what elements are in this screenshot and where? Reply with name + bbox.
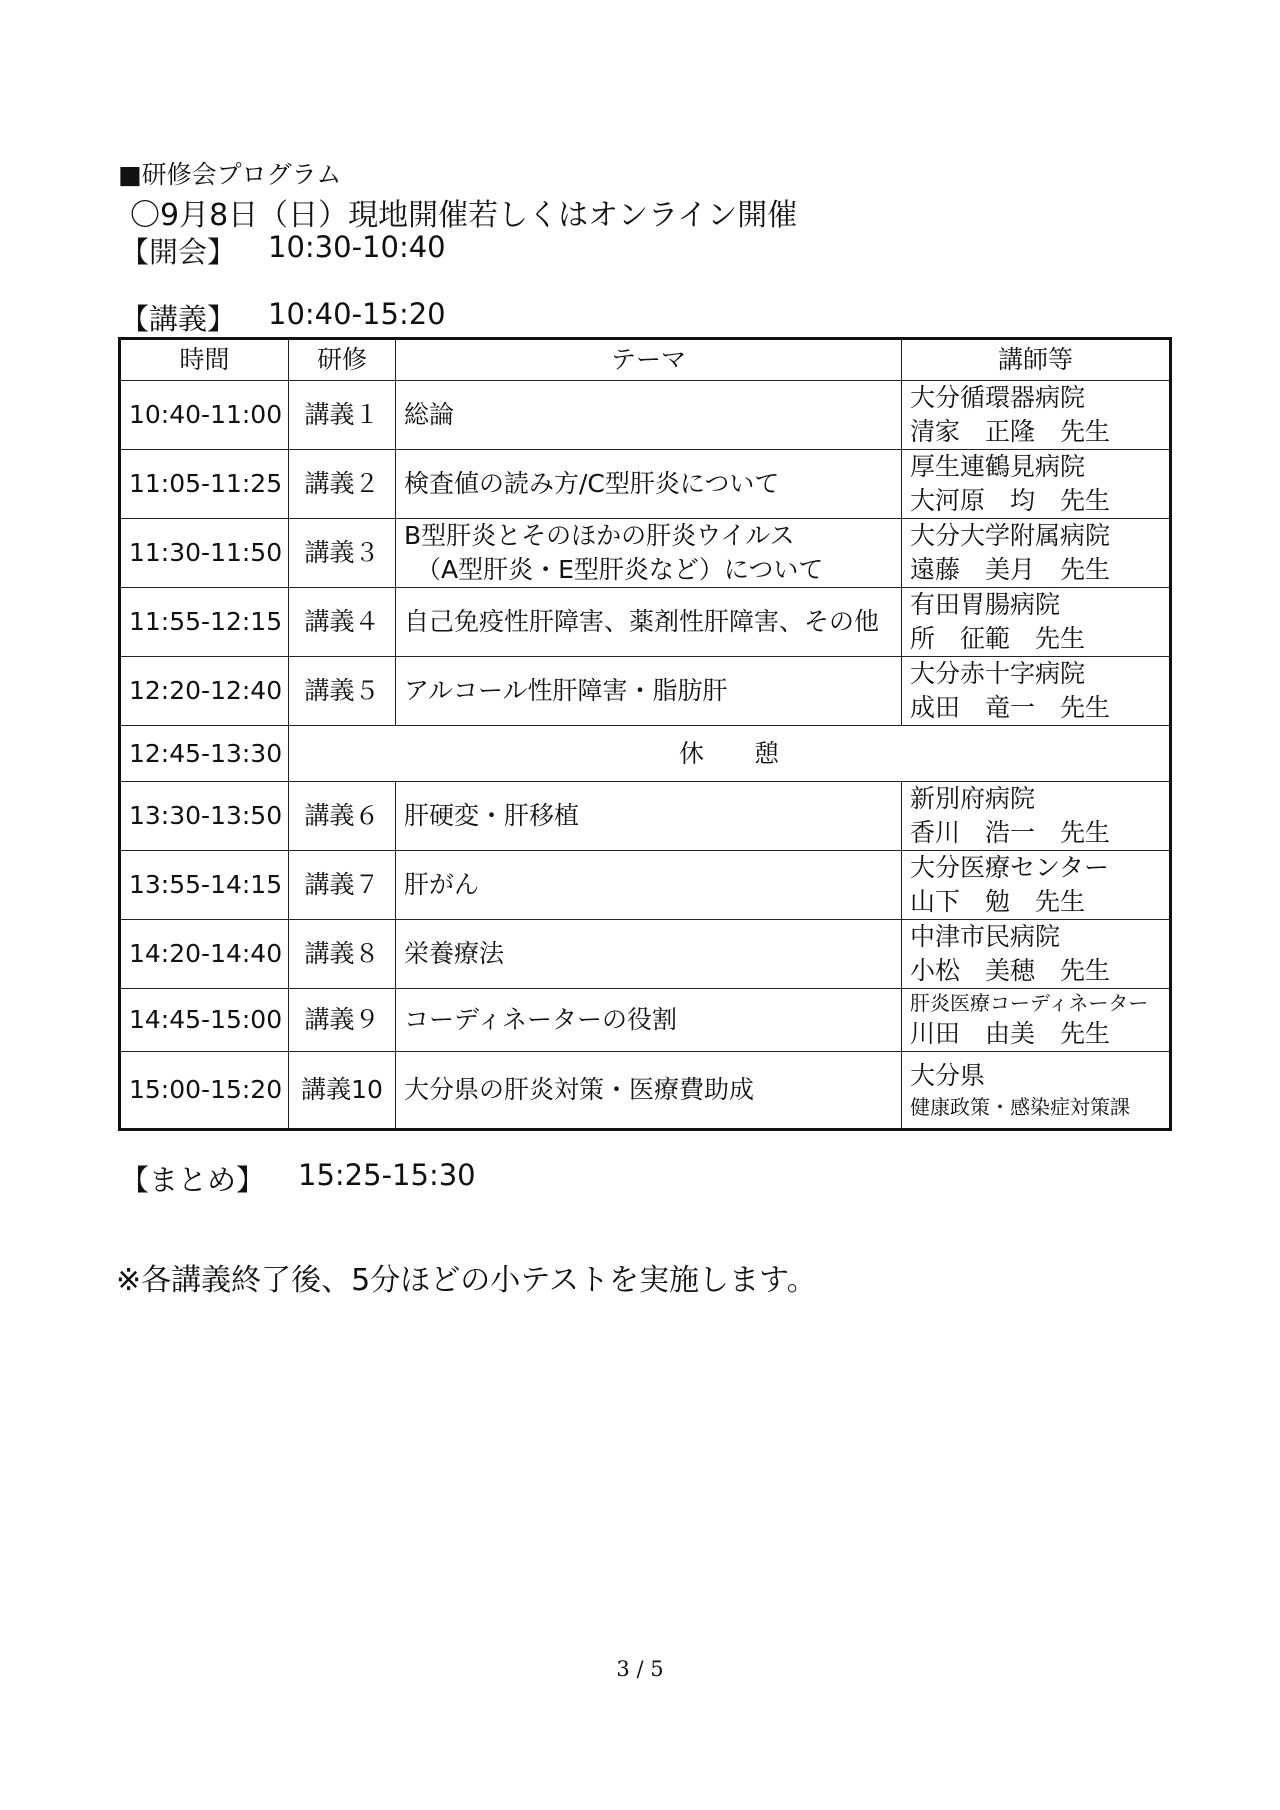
lecturer-department: 健康政策・感染症対策課 <box>910 1095 1130 1119</box>
row-lecturer <box>902 657 1171 726</box>
lecturer-affiliation: 肝炎医療コーディネーター <box>910 991 1149 1015</box>
row-theme <box>396 657 902 726</box>
row-time: 13:55-14:15 <box>120 851 289 920</box>
row-lecture: 講義３ <box>289 519 396 588</box>
table-row <box>120 782 1171 851</box>
opening-time: 10:30-10:40 <box>268 230 446 264</box>
lecturer-name: 所 征範 先生 <box>910 624 1086 653</box>
break-time: 12:45-13:30 <box>120 726 289 782</box>
table-row <box>120 657 1171 726</box>
row-time: 11:05-11:25 <box>120 450 289 519</box>
lecturer-name: 山下 勉 先生 <box>910 887 1086 916</box>
row-lecturer <box>902 782 1171 851</box>
row-time: 14:45-15:00 <box>120 989 289 1052</box>
header-lecture: 研修 <box>289 339 396 381</box>
lecturer-name: 遠藤 美月 先生 <box>910 555 1111 584</box>
lecturer-name: 小松 美穂 先生 <box>910 956 1111 985</box>
row-lecture: 講義５ <box>289 657 396 726</box>
row-theme <box>396 588 902 657</box>
row-time: 14:20-14:40 <box>120 920 289 989</box>
row-time: 11:55-12:15 <box>120 588 289 657</box>
program-heading: ■研修会プログラム <box>118 160 342 189</box>
theme-line: 自己免疫性肝障害、薬剤性肝障害、その他 <box>404 607 880 636</box>
row-time: 13:30-13:50 <box>120 782 289 851</box>
table-row <box>120 851 1171 920</box>
row-time: 15:00-15:20 <box>120 1052 289 1130</box>
lecturer-affiliation: 大分赤十字病院 <box>910 659 1086 688</box>
lectures-time: 10:40-15:20 <box>268 297 446 331</box>
summary-time: 15:25-15:30 <box>298 1158 476 1192</box>
theme-line: 検査値の読み方/C型肝炎について <box>404 469 780 498</box>
lectures-label: 【講義】 <box>120 302 237 336</box>
row-lecture: 講義７ <box>289 851 396 920</box>
theme-line: コーディネーターの役割 <box>404 1005 678 1034</box>
quiz-note: ※各講義終了後、5分ほどの小テストを実施します。 <box>116 1263 817 1298</box>
row-lecturer <box>902 588 1171 657</box>
row-lecture: 講義１ <box>289 381 396 450</box>
lecturer-affiliation: 大分大学附属病院 <box>910 521 1111 550</box>
row-lecture: 講義９ <box>289 989 396 1052</box>
row-lecturer <box>902 989 1171 1052</box>
theme-line: 肝硬変・肝移植 <box>404 801 580 830</box>
schedule-table <box>118 337 1172 1131</box>
lecturer-affiliation: 有田胃腸病院 <box>910 590 1061 619</box>
page-number: 3 / 5 <box>616 1657 664 1681</box>
theme-line: （A型肝炎・E型肝炎など）について <box>416 555 824 584</box>
row-theme <box>396 519 902 588</box>
row-lecture: 講義８ <box>289 920 396 989</box>
theme-line: 大分県の肝炎対策・医療費助成 <box>404 1075 755 1104</box>
lecturer-affiliation: 新別府病院 <box>910 784 1036 813</box>
lecturer-name: 清家 正隆 先生 <box>910 417 1111 446</box>
table-row <box>120 519 1171 588</box>
lecturer-name: 川田 由美 先生 <box>910 1019 1111 1048</box>
event-date-line: 〇9月8日（日）現地開催若しくはオンライン開催 <box>130 198 798 233</box>
table-row <box>120 381 1171 450</box>
row-theme <box>396 1052 902 1130</box>
lecturer-affiliation: 厚生連鶴見病院 <box>910 452 1086 481</box>
lecturer-affiliation: 大分循環器病院 <box>910 383 1086 412</box>
lecturer-affiliation: 大分県 <box>910 1061 986 1090</box>
table-row <box>120 588 1171 657</box>
row-lecture: 講義10 <box>289 1052 396 1130</box>
row-time: 12:20-12:40 <box>120 657 289 726</box>
row-lecture: 講義４ <box>289 588 396 657</box>
row-theme <box>396 989 902 1052</box>
theme-line: B型肝炎とそのほかの肝炎ウイルス <box>404 521 795 550</box>
table-header-row <box>120 339 1171 381</box>
row-time: 10:40-11:00 <box>120 381 289 450</box>
row-lecture: 講義６ <box>289 782 396 851</box>
lecturer-affiliation: 中津市民病院 <box>910 922 1061 951</box>
row-time: 11:30-11:50 <box>120 519 289 588</box>
opening-label: 【開会】 <box>120 235 237 269</box>
row-lecture: 講義２ <box>289 450 396 519</box>
row-theme <box>396 381 902 450</box>
row-lecturer <box>902 1052 1171 1130</box>
break-label: 休 憩 <box>289 726 1171 782</box>
row-theme <box>396 782 902 851</box>
row-lecturer <box>902 920 1171 989</box>
row-theme <box>396 450 902 519</box>
lecturer-name: 成田 竜一 先生 <box>910 693 1111 722</box>
row-lecturer <box>902 450 1171 519</box>
lecturer-name: 香川 浩一 先生 <box>910 818 1111 847</box>
theme-line: 総論 <box>404 400 455 429</box>
header-time: 時間 <box>120 339 289 381</box>
header-lecturer: 講師等 <box>902 339 1171 381</box>
lecturer-name: 大河原 均 先生 <box>910 486 1111 515</box>
theme-line: 栄養療法 <box>404 939 505 968</box>
row-lecturer <box>902 519 1171 588</box>
row-lecturer <box>902 851 1171 920</box>
row-theme <box>396 920 902 989</box>
lecturer-affiliation: 大分医療センター <box>910 853 1110 882</box>
break-row <box>120 726 1171 782</box>
table-row <box>120 1052 1171 1130</box>
header-theme: テーマ <box>396 339 902 381</box>
table-row <box>120 450 1171 519</box>
row-lecturer <box>902 381 1171 450</box>
summary-label: 【まとめ】 <box>120 1163 266 1197</box>
theme-line: アルコール性肝障害・脂肪肝 <box>404 676 728 705</box>
table-row <box>120 989 1171 1052</box>
table-row <box>120 920 1171 989</box>
row-theme <box>396 851 902 920</box>
theme-line: 肝がん <box>404 870 480 899</box>
